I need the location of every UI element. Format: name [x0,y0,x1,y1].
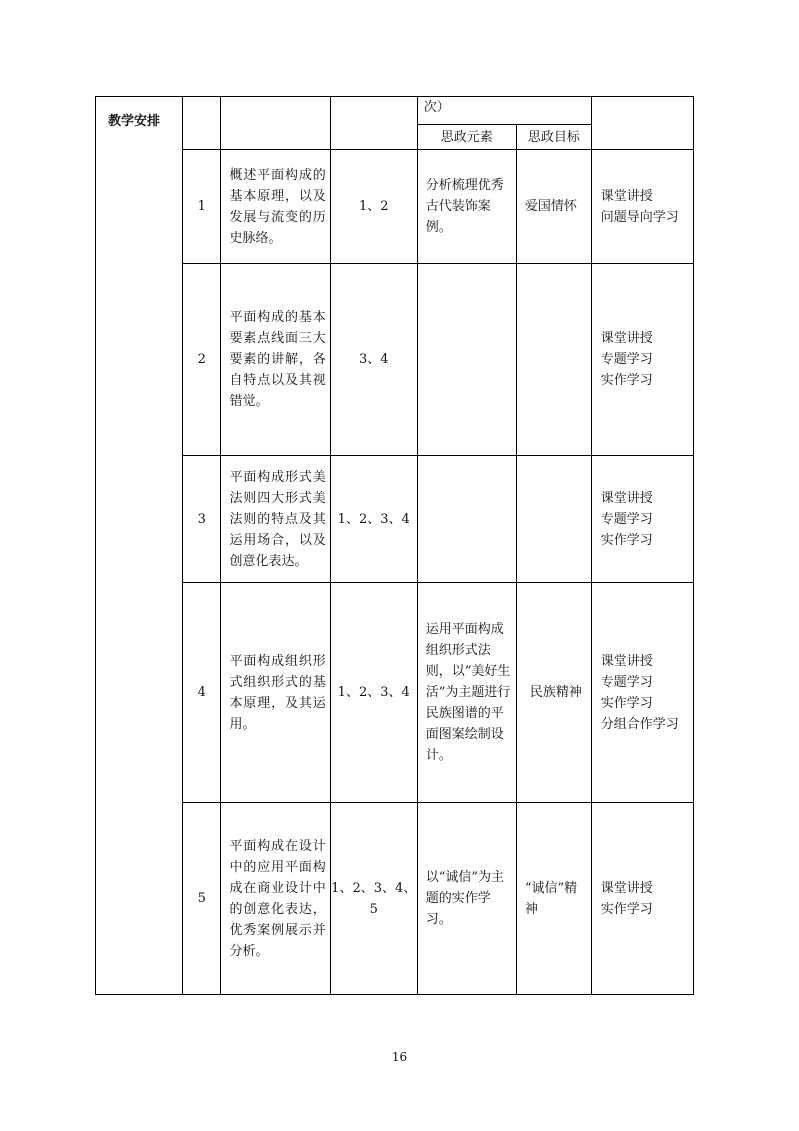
element-cell [417,150,516,264]
content-cell [221,456,330,583]
method-item: 课堂讲授 [600,653,653,669]
method-cell [591,803,693,995]
method-cell [591,150,693,264]
row-number: 2 [183,264,221,456]
element-text: 分析梳理优秀古代装饰案例。 [425,178,504,235]
table-row [96,456,694,583]
method-cell [591,583,693,803]
goal-cell: 1、2、3、4 [330,456,417,583]
method-item: 专题学习 [600,674,653,690]
method-item: 课堂讲授 [600,188,653,204]
method-item: 课堂讲授 [600,880,653,896]
target-cell [516,803,591,995]
row-number: 5 [183,803,221,995]
goal-cell: 1、2 [330,150,417,264]
element-text: 运用平面构成组织形式法则，以“美好生活”为主题进行民族图谱的平面图案绘制设计。 [425,622,511,763]
header-continuation-cell [417,97,591,125]
content-cell [221,803,330,995]
element-cell [417,583,516,803]
method-item: 实作学习 [600,373,653,388]
target-cell [516,583,591,803]
target-cell [516,456,591,583]
table-row [96,583,694,803]
goal-cell: 1、2、3、4、5 [330,803,417,995]
goal-cell: 1、2、3、4 [330,583,417,803]
method-cell [591,456,693,583]
header-goal-cell [330,97,417,150]
element-text: 以“诚信”为主题的实作学习。 [425,870,505,927]
content-text: 平面构成形式美法则四大形式美法则的特点及其运用场合，以及创意化表达。 [229,469,326,569]
element-cell [417,264,516,456]
header-continuation-text: 次） [423,100,450,115]
content-text: 平面构成在设计中的应用平面构成在商业设计中的创意化表达，优秀案例展示并分析。 [229,838,326,959]
method-item: 实作学习 [600,532,653,548]
method-cell [591,264,693,456]
method-item: 实作学习 [600,901,653,917]
header-row-continuation [96,97,694,125]
element-header: 思政元素 [417,125,516,150]
target-text: 民族精神 [529,685,582,700]
header-content-cell [221,97,330,150]
content-cell [221,264,330,456]
section-label: 教学安排 [108,114,161,129]
section-cell [96,97,183,995]
row-number: 4 [183,583,221,803]
content-cell [221,583,330,803]
page-number: 16 [391,1050,408,1064]
row-number: 1 [183,150,221,264]
method-item: 专题学习 [600,352,653,367]
table-row [96,264,694,456]
table-row [96,803,694,995]
content-text: 平面构成的基本要素点线面三大要素的讲解，各自特点以及其视错觉。 [229,310,326,409]
target-header: 思政目标 [516,125,591,150]
content-cell [221,150,330,264]
method-item: 课堂讲授 [600,490,653,506]
element-cell [417,803,516,995]
header-method-cell [591,97,693,150]
target-cell [516,150,591,264]
header-num-cell [183,97,221,150]
target-text: “诚信”精神 [524,880,578,917]
content-text: 概述平面构成的基本原理，以及发展与流变的历史脉络。 [229,167,326,246]
content-text: 平面构成组织形式组织形式的基本原理，及其运用。 [229,653,326,732]
method-item: 专题学习 [600,511,653,527]
target-text: 爱国情怀 [524,199,577,214]
goal-cell: 3、4 [330,264,417,456]
row-number: 3 [183,456,221,583]
method-item: 问题导向学习 [600,209,679,225]
table-row [96,150,694,264]
element-cell [417,456,516,583]
target-cell [516,264,591,456]
teaching-schedule-table [95,96,694,995]
method-item: 实作学习 [600,695,653,711]
method-item: 分组合作学习 [600,716,679,732]
method-item: 课堂讲授 [600,331,653,346]
